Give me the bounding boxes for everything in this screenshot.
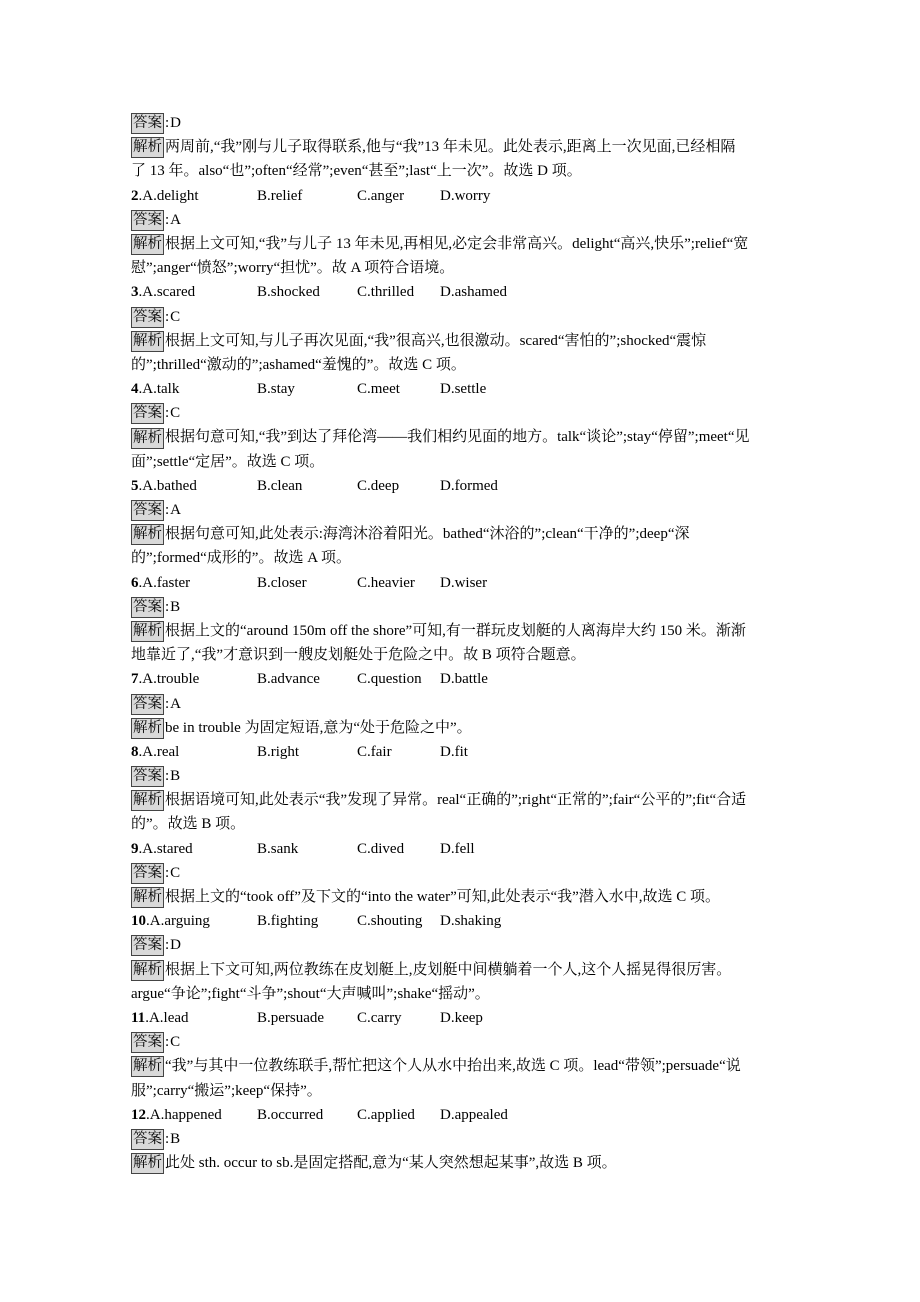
answer-label: 答案 bbox=[131, 210, 164, 231]
option-b: B.relief bbox=[257, 187, 303, 204]
option-b: B.occurred bbox=[257, 1106, 324, 1123]
analysis-text: be in trouble 为固定短语,意为“处于危险之中”。 bbox=[165, 719, 472, 736]
question-options-line bbox=[131, 1006, 796, 1030]
analysis-line bbox=[131, 522, 796, 546]
question-options-line bbox=[131, 909, 796, 933]
analysis-label: 解析 bbox=[131, 718, 164, 739]
question-options-line bbox=[131, 377, 796, 401]
analysis-text: 地靠近了,“我”才意识到一艘皮划艇处于危险之中。故 B 项符合题意。 bbox=[131, 647, 586, 664]
option-text: A.arguing bbox=[149, 913, 210, 930]
question-options-line bbox=[131, 474, 796, 498]
analysis-text: 根据句意可知,此处表示:海湾沐浴着阳光。bathed“沐浴的”;clean“干净的”;deep“深 bbox=[165, 526, 690, 543]
option-text: A.talk bbox=[142, 381, 180, 398]
option-a: 12.A.happened bbox=[131, 1106, 222, 1123]
option-b: B.shocked bbox=[257, 284, 320, 301]
option-c: C.applied bbox=[357, 1106, 415, 1123]
question-number: 7 bbox=[131, 671, 139, 688]
question-number: 10 bbox=[131, 913, 146, 930]
option-c: C.question bbox=[357, 671, 422, 688]
option-text: A.faster bbox=[142, 574, 191, 591]
answer-label: 答案 bbox=[131, 403, 164, 424]
question-number: 8 bbox=[131, 743, 139, 760]
answer-value: B bbox=[170, 598, 181, 615]
analysis-text: 此处 sth. occur to sb.是固定搭配,意为“某人突然想起某事”,故选 B 项。 bbox=[165, 1155, 617, 1172]
analysis-text: 根据句意可知,“我”到达了拜伦湾——我们相约见面的地方。talk“谈论”;stay“停留”;meet“见 bbox=[165, 429, 750, 446]
answer-separator: : bbox=[165, 308, 170, 325]
option-c: C.meet bbox=[357, 381, 400, 398]
question-number: 5 bbox=[131, 477, 139, 494]
answer-label: 答案 bbox=[131, 863, 164, 884]
question-number: 9 bbox=[131, 840, 139, 857]
answer-label: 答案 bbox=[131, 1032, 164, 1053]
option-b: B.advance bbox=[257, 671, 320, 688]
question-options-line bbox=[131, 571, 796, 595]
answer-value: C bbox=[170, 864, 181, 881]
option-text: A.lead bbox=[148, 1009, 189, 1026]
option-a: 11.A.lead bbox=[131, 1009, 189, 1026]
option-d: D.battle bbox=[440, 671, 488, 688]
option-a: 9.A.stared bbox=[131, 840, 193, 857]
analysis-line bbox=[131, 1151, 796, 1175]
analysis-line bbox=[131, 353, 796, 377]
option-text: A.bathed bbox=[142, 477, 197, 494]
analysis-text: 根据上文可知,“我”与儿子 13 年未见,再相见,必定会非常高兴。delight“高兴,快乐”;relief“宽 bbox=[165, 235, 749, 252]
analysis-line bbox=[131, 159, 796, 183]
analysis-line bbox=[131, 1054, 796, 1078]
question-options-line bbox=[131, 667, 796, 691]
answer-value: A bbox=[170, 502, 182, 518]
analysis-label: 解析 bbox=[131, 790, 164, 811]
answer-label: 答案 bbox=[131, 307, 164, 328]
answer-line bbox=[131, 933, 796, 957]
analysis-line bbox=[131, 788, 796, 812]
option-a: 6.A.faster bbox=[131, 574, 191, 591]
answer-separator: : bbox=[165, 405, 170, 422]
option-a: 10.A.arguing bbox=[131, 913, 210, 930]
option-text: A.scared bbox=[142, 284, 196, 301]
option-text: A.real bbox=[142, 743, 180, 760]
option-d: D.fit bbox=[440, 743, 468, 760]
answer-value: C bbox=[170, 308, 181, 325]
analysis-label: 解析 bbox=[131, 331, 164, 352]
analysis-label: 解析 bbox=[131, 428, 164, 449]
answer-separator: : bbox=[165, 864, 170, 881]
answer-line bbox=[131, 692, 796, 716]
analysis-line bbox=[131, 982, 796, 1006]
question-options-line bbox=[131, 837, 796, 861]
analysis-text: 根据上文可知,与儿子再次见面,“我”很高兴,也很激动。scared“害怕的”;shocked“震惊 bbox=[165, 332, 707, 349]
answer-label: 答案 bbox=[131, 500, 164, 521]
question-number: 3 bbox=[131, 284, 139, 301]
option-c: C.thrilled bbox=[357, 284, 415, 301]
analysis-label: 解析 bbox=[131, 137, 164, 158]
analysis-label: 解析 bbox=[131, 524, 164, 545]
question-number: 4 bbox=[131, 381, 139, 398]
answer-line bbox=[131, 111, 796, 135]
question-options-line bbox=[131, 1103, 796, 1127]
answer-line bbox=[131, 861, 796, 885]
option-text: A.happened bbox=[149, 1106, 222, 1123]
analysis-text: 了 13 年。also“也”;often“经常”;even“甚至”;last“上一次”。故选 D 项。 bbox=[131, 163, 582, 180]
answer-value: C bbox=[170, 405, 181, 422]
answer-label: 答案 bbox=[131, 597, 164, 618]
option-text: A.trouble bbox=[142, 671, 200, 688]
option-a: 3.A.scared bbox=[131, 284, 196, 301]
answer-line bbox=[131, 1030, 796, 1054]
option-a: 4.A.talk bbox=[131, 381, 180, 398]
analysis-line bbox=[131, 958, 796, 982]
option-d: D.settle bbox=[440, 381, 487, 398]
answer-line bbox=[131, 764, 796, 788]
analysis-text: 慰”;anger“愤怒”;worry“担忧”。故 A 项符合语境。 bbox=[131, 260, 455, 277]
option-text: A.stared bbox=[142, 840, 193, 857]
analysis-line bbox=[131, 450, 796, 474]
answer-label: 答案 bbox=[131, 935, 164, 956]
answer-value: C bbox=[170, 1034, 181, 1051]
option-b: B.fighting bbox=[257, 913, 319, 930]
answer-key-document bbox=[131, 111, 796, 1175]
option-a: 8.A.real bbox=[131, 743, 180, 760]
question-number: 12 bbox=[131, 1106, 146, 1123]
question-number: 11 bbox=[131, 1009, 146, 1026]
option-a: 5.A.bathed bbox=[131, 477, 197, 494]
option-c: C.shouting bbox=[357, 913, 423, 930]
analysis-line bbox=[131, 716, 796, 740]
option-d: D.shaking bbox=[440, 913, 502, 930]
option-c: C.dived bbox=[357, 840, 405, 857]
answer-separator: : bbox=[165, 1034, 170, 1051]
analysis-label: 解析 bbox=[131, 887, 164, 908]
answer-value: A bbox=[170, 211, 182, 228]
answer-separator: : bbox=[165, 598, 170, 615]
option-b: B.sank bbox=[257, 840, 299, 857]
answer-separator: : bbox=[165, 211, 170, 228]
answer-line bbox=[131, 1127, 796, 1151]
answer-value: D bbox=[170, 937, 182, 954]
option-d: D.fell bbox=[440, 840, 475, 857]
analysis-text: 根据上下文可知,两位教练在皮划艇上,皮划艇中间横躺着一个人,这个人摇晃得很厉害。 bbox=[165, 961, 732, 978]
answer-separator: : bbox=[165, 115, 170, 131]
analysis-line bbox=[131, 546, 796, 570]
option-c: C.deep bbox=[357, 477, 400, 494]
option-c: C.heavier bbox=[357, 574, 415, 591]
option-b: B.clean bbox=[257, 477, 303, 494]
option-b: B.closer bbox=[257, 574, 307, 591]
question-options-line bbox=[131, 280, 796, 304]
option-b: B.persuade bbox=[257, 1009, 325, 1026]
answer-line bbox=[131, 208, 796, 232]
answer-label: 答案 bbox=[131, 766, 164, 787]
analysis-text: 的”;thrilled“激动的”;ashamed“羞愧的”。故选 C 项。 bbox=[131, 356, 466, 373]
analysis-line bbox=[131, 135, 796, 159]
option-d: D.worry bbox=[440, 187, 491, 204]
option-d: D.formed bbox=[440, 477, 498, 494]
answer-separator: : bbox=[165, 768, 170, 785]
option-c: C.carry bbox=[357, 1009, 402, 1026]
analysis-text: argue“争论”;fight“斗争”;shout“大声喊叫”;shake“摇动”。 bbox=[131, 985, 490, 1002]
analysis-label: 解析 bbox=[131, 1153, 164, 1174]
option-a: 7.A.trouble bbox=[131, 671, 200, 688]
analysis-text: 根据语境可知,此处表示“我”发现了异常。real“正确的”;right“正常的”;fair“公平的”;fit“合适 bbox=[165, 792, 747, 809]
answer-label: 答案 bbox=[131, 694, 164, 715]
analysis-line bbox=[131, 329, 796, 353]
option-c: C.anger bbox=[357, 187, 405, 204]
analysis-label: 解析 bbox=[131, 960, 164, 981]
answer-label: 答案 bbox=[131, 1129, 164, 1150]
answer-value: B bbox=[170, 1130, 181, 1147]
analysis-label: 解析 bbox=[131, 234, 164, 255]
question-options-line bbox=[131, 184, 796, 208]
option-c: C.fair bbox=[357, 743, 392, 760]
analysis-text: “我”与其中一位教练联手,帮忙把这个人从水中抬出来,故选 C 项。lead“带领”;persuade“说 bbox=[165, 1058, 741, 1075]
answer-separator: : bbox=[165, 502, 170, 518]
analysis-line bbox=[131, 885, 796, 909]
analysis-line bbox=[131, 643, 796, 667]
analysis-text: 服”;carry“搬运”;keep“保持”。 bbox=[131, 1082, 322, 1099]
analysis-text: 的”。故选 B 项。 bbox=[131, 816, 246, 833]
analysis-text: 的”;formed“成形的”。故选 A 项。 bbox=[131, 550, 351, 567]
option-d: D.keep bbox=[440, 1009, 483, 1026]
analysis-line bbox=[131, 619, 796, 643]
answer-label: 答案 bbox=[131, 113, 164, 134]
analysis-text: 根据上文的“took off”及下文的“into the water”可知,此处表示“我”潜入水中,故选 C 项。 bbox=[165, 889, 721, 905]
analysis-label: 解析 bbox=[131, 621, 164, 642]
answer-line bbox=[131, 305, 796, 329]
option-b: B.right bbox=[257, 743, 300, 760]
option-d: D.ashamed bbox=[440, 284, 508, 301]
analysis-line bbox=[131, 256, 796, 280]
answer-separator: : bbox=[165, 695, 170, 712]
option-d: D.appealed bbox=[440, 1106, 508, 1123]
answer-line bbox=[131, 498, 796, 522]
answer-line bbox=[131, 595, 796, 619]
answer-separator: : bbox=[165, 1130, 170, 1147]
analysis-line bbox=[131, 425, 796, 449]
analysis-text: 两周前,“我”刚与儿子取得联系,他与“我”13 年未见。此处表示,距离上一次见面,已经相隔 bbox=[165, 139, 736, 156]
answer-line bbox=[131, 401, 796, 425]
analysis-line bbox=[131, 232, 796, 256]
analysis-text: 面”;settle“定居”。故选 C 项。 bbox=[131, 453, 325, 470]
question-number: 6 bbox=[131, 574, 139, 591]
analysis-text: 根据上文的“around 150m off the shore”可知,有一群玩皮划艇的人离海岸大约 150 米。渐渐 bbox=[165, 622, 746, 639]
analysis-line bbox=[131, 1079, 796, 1103]
option-d: D.wiser bbox=[440, 574, 488, 591]
option-a: 2.A.delight bbox=[131, 187, 199, 204]
analysis-line bbox=[131, 812, 796, 836]
question-options-line bbox=[131, 740, 796, 764]
option-text: A.delight bbox=[142, 187, 199, 204]
answer-separator: : bbox=[165, 937, 170, 954]
answer-value: B bbox=[170, 768, 181, 785]
analysis-label: 解析 bbox=[131, 1056, 164, 1077]
question-number: 2 bbox=[131, 187, 139, 204]
answer-value: A bbox=[170, 695, 182, 712]
answer-value: D bbox=[170, 115, 182, 131]
option-b: B.stay bbox=[257, 381, 295, 398]
